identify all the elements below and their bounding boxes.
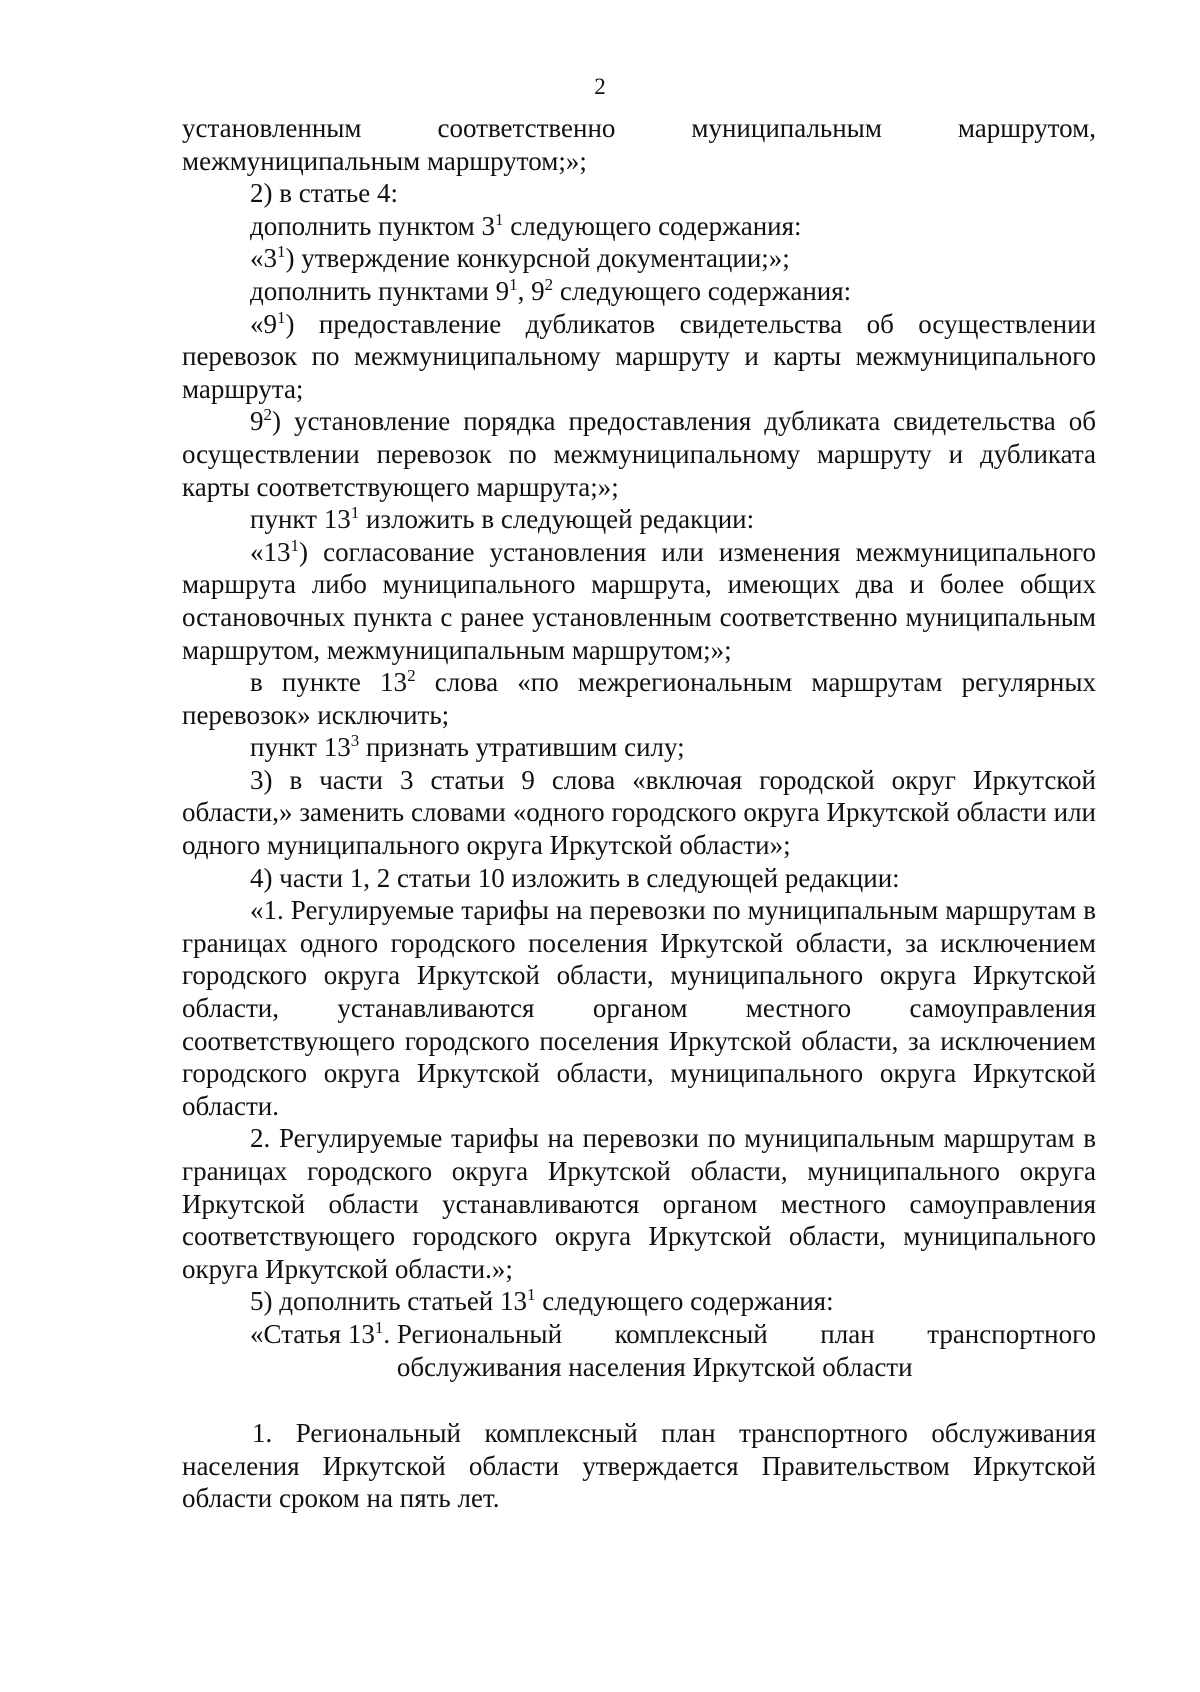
- text-run: в пункте 13: [250, 667, 408, 698]
- text-run: «3: [250, 243, 277, 274]
- text-run: «Статья 13: [250, 1318, 375, 1349]
- text-run: ) утверждение конкурсной документации;»;: [285, 243, 790, 274]
- superscript: 2: [263, 405, 272, 425]
- paragraph: [182, 666, 1096, 731]
- paragraph: [182, 536, 1096, 666]
- text-line: 4) части 1, 2 статьи 10 изложить в следующей редакции:: [250, 862, 900, 893]
- text-line: [182, 503, 1096, 536]
- text-line: межмуниципальным маршрутом;»;: [182, 145, 587, 176]
- text-run: ) предоставление дубликатов свидетельства об осуществлении перевозок по межмуниципальному маршруту и карты межмуниципального маршрута;: [182, 308, 1096, 404]
- text-line: [182, 731, 1096, 764]
- text-run: изложить в следующей редакции:: [359, 504, 755, 535]
- superscript: 1: [509, 274, 518, 294]
- text-run: пункт 13: [250, 504, 351, 535]
- superscript: 2: [407, 666, 416, 686]
- paragraph: 2. Регулируемые тарифы на перевозки по муниципальным маршрутам в границах городского округа Иркутской области, муниципального округа Иркутской области устанавливаются органом местного самоуправления соответствующего городского округа Иркутской области, муниципального округа Иркутской области.»;: [182, 1123, 1096, 1284]
- text-run: следующего содержания:: [535, 1286, 834, 1317]
- text-run: дополнить пунктами 9: [250, 275, 510, 306]
- text-run: слова «по межрегиональным маршрутам регулярных перевозок» исключить;: [182, 667, 1096, 730]
- article-title: Региональный комплексный план транспортного обслуживания населения Иркутской области: [396, 1318, 1096, 1382]
- text-run: следующего содержания:: [503, 210, 802, 241]
- text-run: признать утратившим силу;: [359, 732, 685, 763]
- text-line: установленным соответственно муниципальным маршрутом,: [182, 113, 1096, 143]
- text-run: .: [383, 1318, 397, 1349]
- text-run: ) установление порядка предоставления дубликата свидетельства об осуществлении перевозок по межмуниципальному маршруту и дубликата карты соответствующего маршрута;»;: [182, 406, 1096, 502]
- superscript: 1: [350, 503, 360, 523]
- text-run: 5) дополнить статьей 13: [250, 1286, 528, 1317]
- text-run: , 9: [517, 275, 545, 306]
- text-line: 2) в статье 4:: [250, 178, 398, 209]
- superscript: 2: [544, 274, 554, 294]
- superscript: 1: [277, 242, 286, 262]
- article-heading: [250, 1318, 1096, 1383]
- text-run: пункт 13: [250, 732, 351, 763]
- text-run: следующего содержания:: [553, 275, 852, 306]
- superscript: 1: [290, 535, 299, 555]
- text-run: «13: [250, 536, 291, 567]
- superscript: 1: [495, 209, 504, 229]
- article-number: [250, 1318, 397, 1383]
- text-line: [182, 1285, 1096, 1318]
- text-run: ) согласование установления или изменения межмуниципального маршрута либо муниципального маршрута, имеющих два и более общих остановочных пункта с ранее установленным соответственно муниципальным маршрутом, межмуниципальным маршрутом;»;: [182, 536, 1096, 665]
- paragraph: 1. Региональный комплексный план транспортного обслуживания населения Иркутской области утверждается Правительством Иркутской области сроком на пять лет.: [182, 1418, 1096, 1514]
- text-run: «9: [250, 308, 277, 339]
- superscript: 1: [374, 1317, 384, 1337]
- superscript: 1: [527, 1285, 536, 1305]
- paragraph: «1. Регулируемые тарифы на перевозки по муниципальным маршрутам в границах одного городского поселения Иркутской области, за исключением городского округа Иркутской области, муниципального округа Иркутской области, устанавливаются органом местного самоуправления соответствующего городского поселения Иркутской области, за исключением городского округа Иркутской области, муниципального округа Иркутской области.: [182, 895, 1096, 1121]
- superscript: 1: [277, 307, 286, 327]
- page-number: 2: [594, 74, 606, 99]
- text-line: [182, 242, 1096, 275]
- document-body: [182, 112, 1096, 1515]
- text-run: 9: [250, 406, 264, 437]
- text-line: [182, 210, 1096, 243]
- superscript: 3: [350, 731, 360, 751]
- text-line: [182, 275, 1096, 308]
- paragraph: 3) в части 3 статьи 9 слова «включая городской округ Иркутской области,» заменить словами «одного городского округа Иркутской области или одного муниципального округа Иркутской области»;: [182, 764, 1096, 861]
- text-run: дополнить пунктом 3: [250, 210, 495, 241]
- spacer: [182, 1383, 1096, 1417]
- paragraph: [182, 405, 1096, 503]
- paragraph: [182, 308, 1096, 406]
